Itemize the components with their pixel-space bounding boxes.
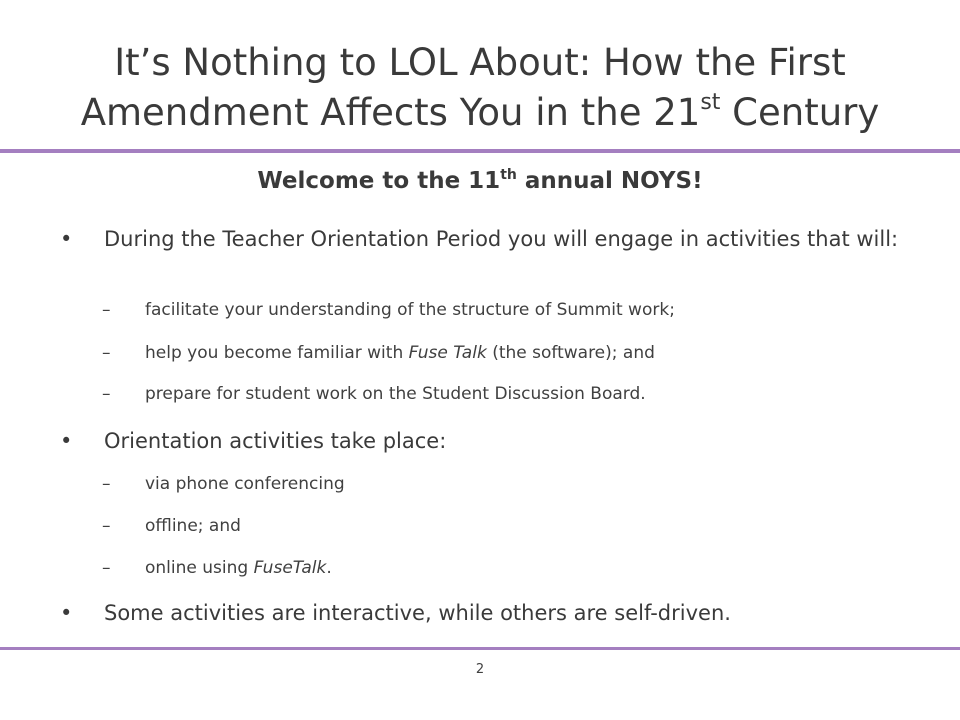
bottom-divider [0, 647, 960, 650]
dash-marker: – [102, 343, 111, 363]
dash-marker: – [102, 300, 111, 320]
sub-item-text-end: (the software); and [486, 343, 655, 363]
sub-item-text: offline; and [145, 516, 241, 536]
software-name: Fuse Talk [408, 343, 487, 363]
dash-marker: – [102, 558, 111, 578]
page-number: 2 [475, 662, 485, 677]
title-line-2 [0, 88, 960, 138]
title-line-2-main: Amendment Affects You in the 21 [80, 91, 701, 134]
sub-item-text-start: online using [145, 558, 254, 578]
sub-item-text: via phone conferencing [145, 474, 345, 494]
title-superscript: st [700, 90, 721, 115]
subtitle-end: annual NOYS! [516, 168, 703, 194]
dash-marker: – [102, 384, 111, 404]
bullet-dot: • [60, 601, 73, 625]
top-divider [0, 149, 960, 153]
sub-item-text [145, 341, 655, 365]
bullet-text: Some activities are interactive, while others are self-driven. [104, 601, 731, 625]
sub-item-text-start: help you become familiar with [145, 343, 409, 363]
slide-title [0, 38, 960, 138]
bullet-text: During the Teacher Orientation Period you will engage in activities that will: [104, 227, 899, 251]
title-line-1: It’s Nothing to LOL About: How the First [114, 41, 846, 84]
sub-item-text-end: . [326, 558, 332, 578]
sub-item-text: facilitate your understanding of the structure of Summit work; [145, 300, 675, 320]
dash-marker: – [102, 474, 111, 494]
title-line-2-end: Century [720, 91, 880, 134]
bullet-dot: • [60, 227, 73, 251]
dash-marker: – [102, 516, 111, 536]
welcome-subtitle [0, 168, 960, 194]
bullet-text: Orientation activities take place: [104, 429, 447, 453]
software-name: FuseTalk [253, 558, 327, 578]
bullet-dot: • [60, 429, 73, 453]
subtitle-main: Welcome to the 11 [257, 168, 501, 194]
sub-item-text: prepare for student work on the Student Discussion Board. [145, 384, 646, 404]
subtitle-superscript: th [500, 167, 517, 183]
sub-item-text [145, 556, 332, 580]
